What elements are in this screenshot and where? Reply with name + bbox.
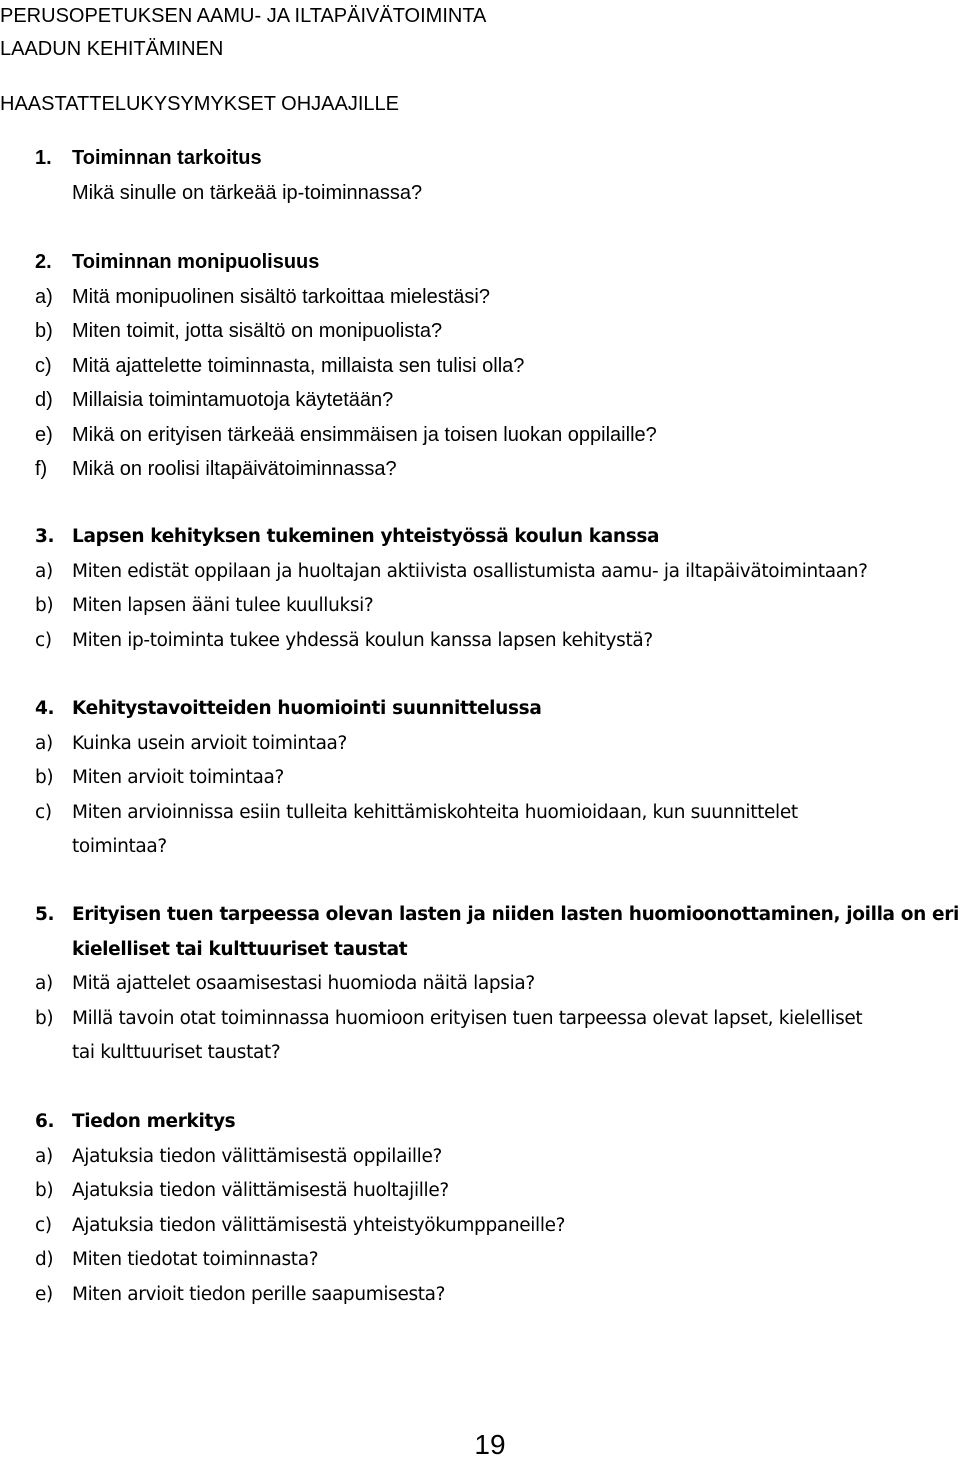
section-number: 2. [35,251,52,273]
question-item [0,796,960,831]
question-text: Miten toimit, jotta sisältö on monipuolista? [72,320,443,342]
question-text: Mitä ajattelet osaamisestasi huomioda näitä lapsia? [72,973,535,994]
section-number: 4. [35,698,55,719]
question-item [0,349,960,384]
question-marker: e) [35,1283,53,1305]
question-item [0,555,960,590]
question-marker: a) [35,560,53,582]
question-continuation [0,1036,960,1071]
question-marker: a) [35,1145,53,1167]
question-marker: c) [35,1214,52,1236]
question-item [0,727,960,762]
section-title [0,692,960,727]
section-heading-continued: kielelliset tai kulttuuriset taustat [72,938,408,960]
section-title [0,898,960,933]
question-marker: a) [35,732,53,754]
section-3 [0,520,960,658]
section-title [0,520,960,555]
question-marker: e) [35,423,53,446]
question-marker: d) [35,1249,54,1270]
question-marker: b) [35,595,54,616]
question-marker: a) [35,973,53,994]
question-text: Ajatuksia tiedon välittämisestä oppilaille? [72,1145,442,1167]
question-text: Mitä monipuolinen sisältö tarkoittaa mielestäsi? [72,285,490,308]
question-text: Miten tiedotat toiminnasta? [72,1249,319,1270]
question-item [0,383,960,418]
section-number: 1. [35,147,52,169]
question-item [0,418,960,453]
question-item [0,1243,960,1278]
section-2 [0,245,960,487]
question-marker: c) [35,354,52,377]
question-text: Mikä on roolisi iltapäivätoiminnassa? [72,458,397,480]
question-text-continued: tai kulttuuriset taustat? [72,1042,281,1063]
question-marker: d) [35,389,53,411]
question-marker: b) [35,320,53,342]
question-item [0,1278,960,1313]
question-text: Mitä ajattelette toiminnasta, millaista sen tulisi olla? [72,354,525,377]
question-marker: b) [35,1180,54,1201]
section-heading: Kehitystavoitteiden huomiointi suunnittelussa [72,698,542,719]
section-title [0,141,960,176]
question-text: Miten arvioinnissa esiin tulleita kehittämiskohteita huomioidaan, kun suunnittelet [72,801,798,823]
question-text: Miten edistät oppilaan ja huoltajan aktiivista osallistumista aamu- ja iltapäivätoimintaan? [72,560,868,582]
document-header [0,0,486,66]
section-heading: Toiminnan monipuolisuus [72,251,320,273]
question-item [0,280,960,315]
header-line-1: PERUSOPETUKSEN AAMU- JA ILTAPÄIVÄTOIMINTA [0,5,487,27]
section-1 [0,141,960,210]
document-subtitle: HAASTATTELUKYSYMYKSET OHJAAJILLE [0,93,400,115]
question-continuation [0,830,960,865]
question-marker: a) [35,285,53,308]
question-item [0,176,960,211]
page-number: 19 [474,1429,506,1460]
section-heading: Toiminnan tarkoitus [72,147,262,169]
section-5 [0,898,960,1071]
section-title [0,1105,960,1140]
question-item [0,589,960,624]
question-text-continued: toimintaa? [72,836,167,857]
section-number: 3. [35,526,55,547]
section-heading: Erityisen tuen tarpeessa olevan lasten ja niiden lasten huomioonottaminen, joilla on eri [72,904,960,925]
question-item [0,1140,960,1175]
question-text: Miten ip-toiminta tukee yhdessä koulun kanssa lapsen kehitystä? [72,629,653,651]
section-number: 6. [35,1111,55,1132]
section-4 [0,692,960,865]
section-title-continuation [0,933,960,968]
question-text: Millä tavoin otat toiminnassa huomioon erityisen tuen tarpeessa olevat lapset, kielelliset [72,1007,863,1029]
question-text: Kuinka usein arvioit toimintaa? [72,732,348,754]
question-item [0,624,960,659]
question-text: Mikä on erityisen tärkeää ensimmäisen ja toisen luokan oppilaille? [72,423,657,446]
header-line-2: LAADUN KEHITÄMINEN [0,38,224,60]
question-item [0,967,960,1002]
question-marker: c) [35,801,52,823]
section-title [0,245,960,280]
question-text: Ajatuksia tiedon välittämisestä yhteistyökumppaneille? [72,1214,566,1236]
question-item [0,452,960,487]
question-marker: c) [35,629,52,651]
question-text: Mikä sinulle on tärkeää ip-toiminnassa? [72,181,423,204]
question-text: Miten arvioit toimintaa? [72,767,284,788]
section-heading: Lapsen kehityksen tukeminen yhteistyössä koulun kanssa [72,526,660,547]
question-item [0,1174,960,1209]
section-6 [0,1105,960,1312]
question-item [0,1002,960,1037]
question-text: Millaisia toimintamuotoja käytetään? [72,389,394,411]
question-marker: b) [35,767,54,788]
question-text: Ajatuksia tiedon välittämisestä huoltajille? [72,1180,449,1201]
question-item [0,1209,960,1244]
question-item [0,761,960,796]
section-heading: Tiedon merkitys [72,1111,236,1132]
question-text: Miten arvioit tiedon perille saapumisesta? [72,1283,446,1305]
question-text: Miten lapsen ääni tulee kuulluksi? [72,595,374,616]
section-number: 5. [35,904,55,925]
question-item [0,314,960,349]
question-marker: b) [35,1007,54,1029]
question-marker: f) [35,458,48,480]
